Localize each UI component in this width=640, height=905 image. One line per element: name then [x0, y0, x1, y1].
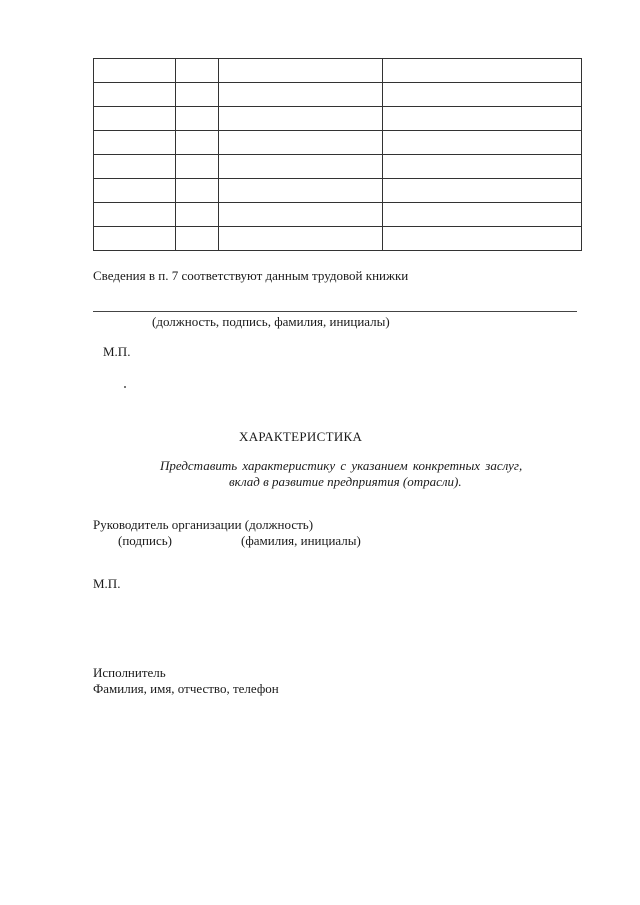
- table-row: [94, 107, 582, 131]
- table-cell: [94, 107, 176, 131]
- head-name-label: (фамилия, инициалы): [241, 533, 361, 548]
- table-cell: [176, 155, 219, 179]
- table-cell: [176, 107, 219, 131]
- characteristic-title: ХАРАКТЕРИСТИКА: [239, 429, 363, 444]
- table-row: [94, 203, 582, 227]
- table-cell: [94, 227, 176, 251]
- table-cell: [94, 179, 176, 203]
- table-cell: [176, 203, 219, 227]
- scan-dot: [124, 386, 126, 388]
- table-cell: [219, 131, 383, 155]
- table-cell: [176, 59, 219, 83]
- records-table: [93, 58, 581, 250]
- table-cell: [219, 155, 383, 179]
- signature-line: [93, 311, 577, 312]
- employment-record-statement: Сведения в п. 7 соответствуют данным трудовой книжки: [93, 268, 409, 283]
- table-cell: [383, 83, 582, 107]
- table-cell: [219, 227, 383, 251]
- executor-label: Исполнитель: [93, 665, 166, 680]
- table-cell: [383, 131, 582, 155]
- table-cell: [219, 83, 383, 107]
- table-row: [94, 59, 582, 83]
- table-cell: [176, 227, 219, 251]
- table-cell: [219, 179, 383, 203]
- table-cell: [94, 155, 176, 179]
- table-cell: [219, 59, 383, 83]
- table-cell: [219, 203, 383, 227]
- table-row: [94, 179, 582, 203]
- table-cell: [94, 83, 176, 107]
- table-cell: [383, 59, 582, 83]
- table-cell: [383, 155, 582, 179]
- table-cell: [94, 59, 176, 83]
- table-cell: [94, 131, 176, 155]
- head-signature-label: (подпись): [118, 533, 172, 548]
- table-row: [94, 155, 582, 179]
- stamp-label-bottom: М.П.: [93, 576, 121, 591]
- stamp-label-top: М.П.: [103, 344, 131, 359]
- signature-caption: (должность, подпись, фамилия, инициалы): [152, 314, 390, 329]
- table-row: [94, 131, 582, 155]
- table-cell: [383, 179, 582, 203]
- characteristic-instruction-line1: Представить характеристику с указанием конкретных заслуг,: [160, 458, 523, 473]
- table-cell: [383, 227, 582, 251]
- table-cell: [176, 131, 219, 155]
- table-row: [94, 227, 582, 251]
- table-cell: [383, 107, 582, 131]
- table-cell: [176, 179, 219, 203]
- characteristic-instruction-line2: вклад в развитие предприятия (отрасли).: [229, 474, 462, 489]
- table-cell: [219, 107, 383, 131]
- table-cell: [176, 83, 219, 107]
- table-row: [94, 83, 582, 107]
- records-grid: [93, 58, 582, 251]
- table-cell: [94, 203, 176, 227]
- executor-details-label: Фамилия, имя, отчество, телефон: [93, 681, 279, 696]
- table-cell: [383, 203, 582, 227]
- head-position-label: Руководитель организации (должность): [93, 517, 314, 532]
